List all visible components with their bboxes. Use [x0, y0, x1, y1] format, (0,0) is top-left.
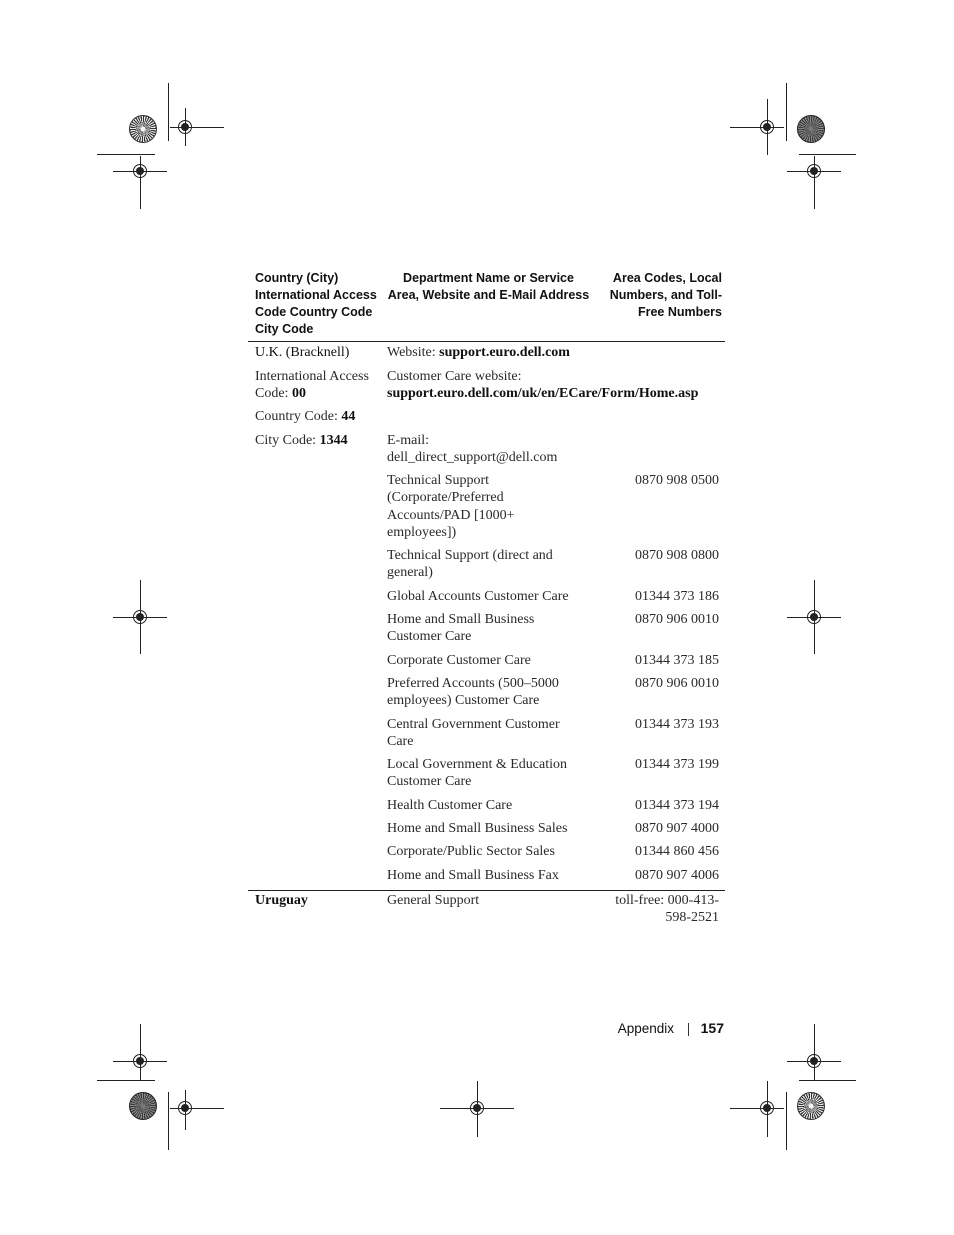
- phone-number: 01344 373 193: [635, 717, 719, 732]
- intl-access-cell: [255, 368, 380, 403]
- email-link[interactable]: dell_direct_support@dell.com: [387, 450, 558, 466]
- intl-access-value: 00: [291, 386, 306, 402]
- registration-mark-icon: [133, 610, 147, 624]
- service-name: Local Government & Education Customer Care: [387, 757, 567, 790]
- header-country: Country (City) International Access Code Country Code City Code: [255, 271, 377, 336]
- registration-mark-icon: [807, 164, 821, 178]
- registration-mark-icon: [133, 164, 147, 178]
- contact-table: [248, 267, 725, 935]
- table-row: [248, 472, 725, 547]
- phone-number: 0870 907 4006: [635, 868, 719, 883]
- service-name: Global Accounts Customer Care: [387, 589, 569, 604]
- service-name: Technical Support (direct and general): [387, 548, 553, 581]
- email-label: E-mail:: [387, 433, 429, 448]
- service-name: Preferred Accounts (500–5000 employees) Customer Care: [387, 676, 559, 709]
- table-row: [248, 611, 725, 652]
- service-name: General Support: [387, 893, 480, 908]
- service-name: Home and Small Business Customer Care: [387, 612, 535, 645]
- service-name: Home and Small Business Fax: [387, 868, 559, 883]
- table-row: [248, 652, 725, 675]
- table-row: [248, 368, 725, 408]
- phone-number: 01344 860 456: [635, 844, 719, 859]
- service-name: Home and Small Business Sales: [387, 821, 568, 836]
- table-body: [248, 344, 725, 935]
- table-row: [248, 588, 725, 611]
- phone-number: 01344 373 185: [635, 653, 719, 668]
- website-label: Website:: [387, 345, 436, 360]
- intl-access-label: International Access Code:: [255, 369, 369, 402]
- registration-mark-icon: [133, 1054, 147, 1068]
- service-name: Health Customer Care: [387, 798, 513, 813]
- table-row: [248, 890, 725, 935]
- phone-number: 01344 373 186: [635, 589, 719, 604]
- service-name: Central Government Customer Care: [387, 717, 560, 750]
- table-row: [248, 344, 725, 368]
- country-code-cell: [255, 408, 380, 425]
- registration-mark-icon: [760, 120, 774, 134]
- phone-number: 0870 907 4000: [635, 821, 719, 836]
- registration-mark-icon: [470, 1101, 484, 1115]
- email-cell: [387, 432, 585, 467]
- registration-mark-icon: [178, 1101, 192, 1115]
- footer-divider: [688, 1023, 689, 1036]
- website-link[interactable]: support.euro.dell.com: [439, 345, 570, 360]
- table-row: [248, 756, 725, 797]
- registration-mark-icon: [807, 1054, 821, 1068]
- customer-care-cell: [387, 368, 717, 403]
- table-row: [248, 547, 725, 588]
- table-row: [248, 820, 725, 843]
- registration-mark-icon: [178, 120, 192, 134]
- star-target-icon: [797, 115, 825, 143]
- table-row: [248, 867, 725, 890]
- header-numbers: Area Codes, Local Numbers, and Toll-Free Numbers: [609, 271, 722, 319]
- service-name: Technical Support (Corporate/Preferred Accounts/PAD [1000+ employees]): [387, 473, 515, 541]
- country-code-value: 44: [341, 409, 356, 424]
- service-name: Corporate/Public Sector Sales: [387, 844, 555, 859]
- phone-number: 0870 908 0800: [635, 548, 719, 563]
- city-code-label: City Code:: [255, 433, 317, 448]
- page-footer: [600, 1019, 725, 1039]
- phone-number: 01344 373 194: [635, 798, 719, 813]
- customer-care-link[interactable]: support.euro.dell.com/uk/en/ECare/Form/Home.asp: [387, 386, 699, 402]
- table-row: [248, 432, 725, 472]
- page-number: 157: [700, 1020, 724, 1036]
- phone-number: 0870 906 0010: [635, 676, 719, 691]
- phone-number: 01344 373 199: [635, 757, 719, 772]
- footer-section: Appendix: [617, 1021, 674, 1036]
- phone-number: 0870 908 0500: [635, 473, 719, 488]
- service-name: Corporate Customer Care: [387, 653, 531, 668]
- registration-mark-icon: [807, 610, 821, 624]
- city-code-cell: [255, 432, 380, 449]
- country-name: U.K. (Bracknell): [255, 345, 350, 360]
- city-code-value: 1344: [319, 433, 348, 448]
- phone-number: 0870 906 0010: [635, 612, 719, 627]
- table-row: [248, 408, 725, 432]
- table-header: [248, 267, 725, 342]
- registration-mark-icon: [760, 1101, 774, 1115]
- country-name: Uruguay: [255, 893, 308, 908]
- star-target-icon: [129, 1092, 157, 1120]
- table-row: [248, 797, 725, 820]
- table-row: [248, 716, 725, 756]
- phone-number: toll-free: 000-413-598-2521: [615, 893, 719, 926]
- country-code-label: Country Code:: [255, 409, 338, 424]
- table-row: [248, 843, 725, 867]
- customer-care-label: Customer Care website:: [387, 369, 522, 384]
- website-cell: [387, 344, 585, 361]
- star-target-icon: [129, 115, 157, 143]
- star-target-icon: [797, 1092, 825, 1120]
- header-department: Department Name or Service Area, Website and E-Mail Address: [387, 271, 590, 302]
- table-row: [248, 675, 725, 716]
